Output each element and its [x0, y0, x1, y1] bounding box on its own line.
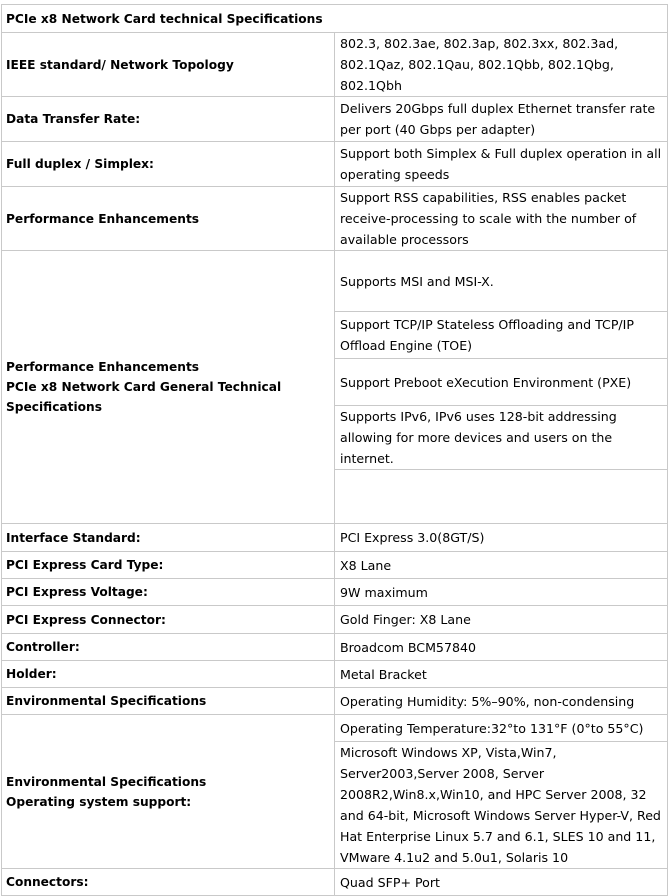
- row-value: Operating Humidity: 5%–90%, non-condensing: [335, 688, 668, 715]
- row-value: Support TCP/IP Stateless Offloading and TCP/IP Offload Engine (TOE): [335, 312, 668, 359]
- row-label-line: PCIe x8 Network Card General Technical Specifications: [6, 380, 282, 414]
- row-label: Environmental Specifications: [2, 688, 335, 715]
- row-value: Supports MSI and MSI-X.: [335, 251, 668, 312]
- table-title: PCIe x8 Network Card technical Specifications: [2, 5, 668, 33]
- table-row: [2, 251, 668, 312]
- table-row: [2, 606, 668, 634]
- row-value: Support RSS capabilities, RSS enables packet receive-processing to scale with the number of available processors: [335, 187, 668, 251]
- table-row: [2, 524, 668, 552]
- row-label: Connectors:: [2, 869, 335, 896]
- row-value: Support Preboot eXecution Environment (PXE): [335, 359, 668, 406]
- row-label: Interface Standard:: [2, 524, 335, 552]
- row-label-line: Operating system support:: [6, 794, 192, 809]
- table-row: [2, 187, 668, 251]
- row-value: Gold Finger: X8 Lane: [335, 606, 668, 634]
- table-row: [2, 634, 668, 661]
- table-title-row: [2, 5, 668, 33]
- row-value: 802.3, 802.3ae, 802.3ap, 802.3xx, 802.3ad, 802.1Qaz, 802.1Qau, 802.1Qbb, 802.1Qbg, 802.1Qbh: [335, 33, 668, 97]
- row-label-line: Environmental Specifications: [6, 774, 207, 789]
- row-label: Controller:: [2, 634, 335, 661]
- table-row: [2, 715, 668, 742]
- row-value: Support both Simplex & Full duplex operation in all operating speeds: [335, 142, 668, 187]
- table-row: [2, 869, 668, 896]
- row-label: Data Transfer Rate:: [2, 97, 335, 142]
- row-value: Microsoft Windows XP, Vista,Win7, Server2003,Server 2008, Server 2008R2,Win8.x,Win10, and HPC Server 2008, 32 and 64-bit, Microsoft Windows Server Hyper-V, Red Hat Enterprise Linux 5.7 and 6.1, SLES 10 and 11, VMware 4.1u2 and 5.0u1, Solaris 10: [335, 742, 668, 869]
- row-label: [2, 715, 335, 869]
- table-row: [2, 552, 668, 579]
- table-row: [2, 97, 668, 142]
- table-row: [2, 688, 668, 715]
- row-value: X8 Lane: [335, 552, 668, 579]
- row-label: PCI Express Voltage:: [2, 579, 335, 606]
- row-label-line: Performance Enhancements: [6, 360, 200, 374]
- row-label: IEEE standard/ Network Topology: [2, 33, 335, 97]
- table-row: [2, 33, 668, 97]
- empty-cell: [335, 470, 668, 524]
- row-label: PCI Express Connector:: [2, 606, 335, 634]
- row-value: Delivers 20Gbps full duplex Ethernet transfer rate per port (40 Gbps per adapter): [335, 97, 668, 142]
- row-value: PCI Express 3.0(8GT/S): [335, 524, 668, 552]
- row-value: Quad SFP+ Port: [335, 869, 668, 896]
- row-label: Holder:: [2, 661, 335, 688]
- row-value: 9W maximum: [335, 579, 668, 606]
- row-value: Metal Bracket: [335, 661, 668, 688]
- row-value: Operating Temperature:32°to 131°F (0°to 55°C): [335, 715, 668, 742]
- row-value: Supports IPv6, IPv6 uses 128-bit addressing allowing for more devices and users on the internet.: [335, 406, 668, 470]
- row-label: Performance Enhancements: [2, 187, 335, 251]
- row-value: Broadcom BCM57840: [335, 634, 668, 661]
- spec-table: [1, 4, 668, 896]
- row-label: Full duplex / Simplex:: [2, 142, 335, 187]
- table-row: [2, 142, 668, 187]
- row-label: [2, 251, 335, 524]
- row-label: PCI Express Card Type:: [2, 552, 335, 579]
- table-row: [2, 579, 668, 606]
- table-row: [2, 661, 668, 688]
